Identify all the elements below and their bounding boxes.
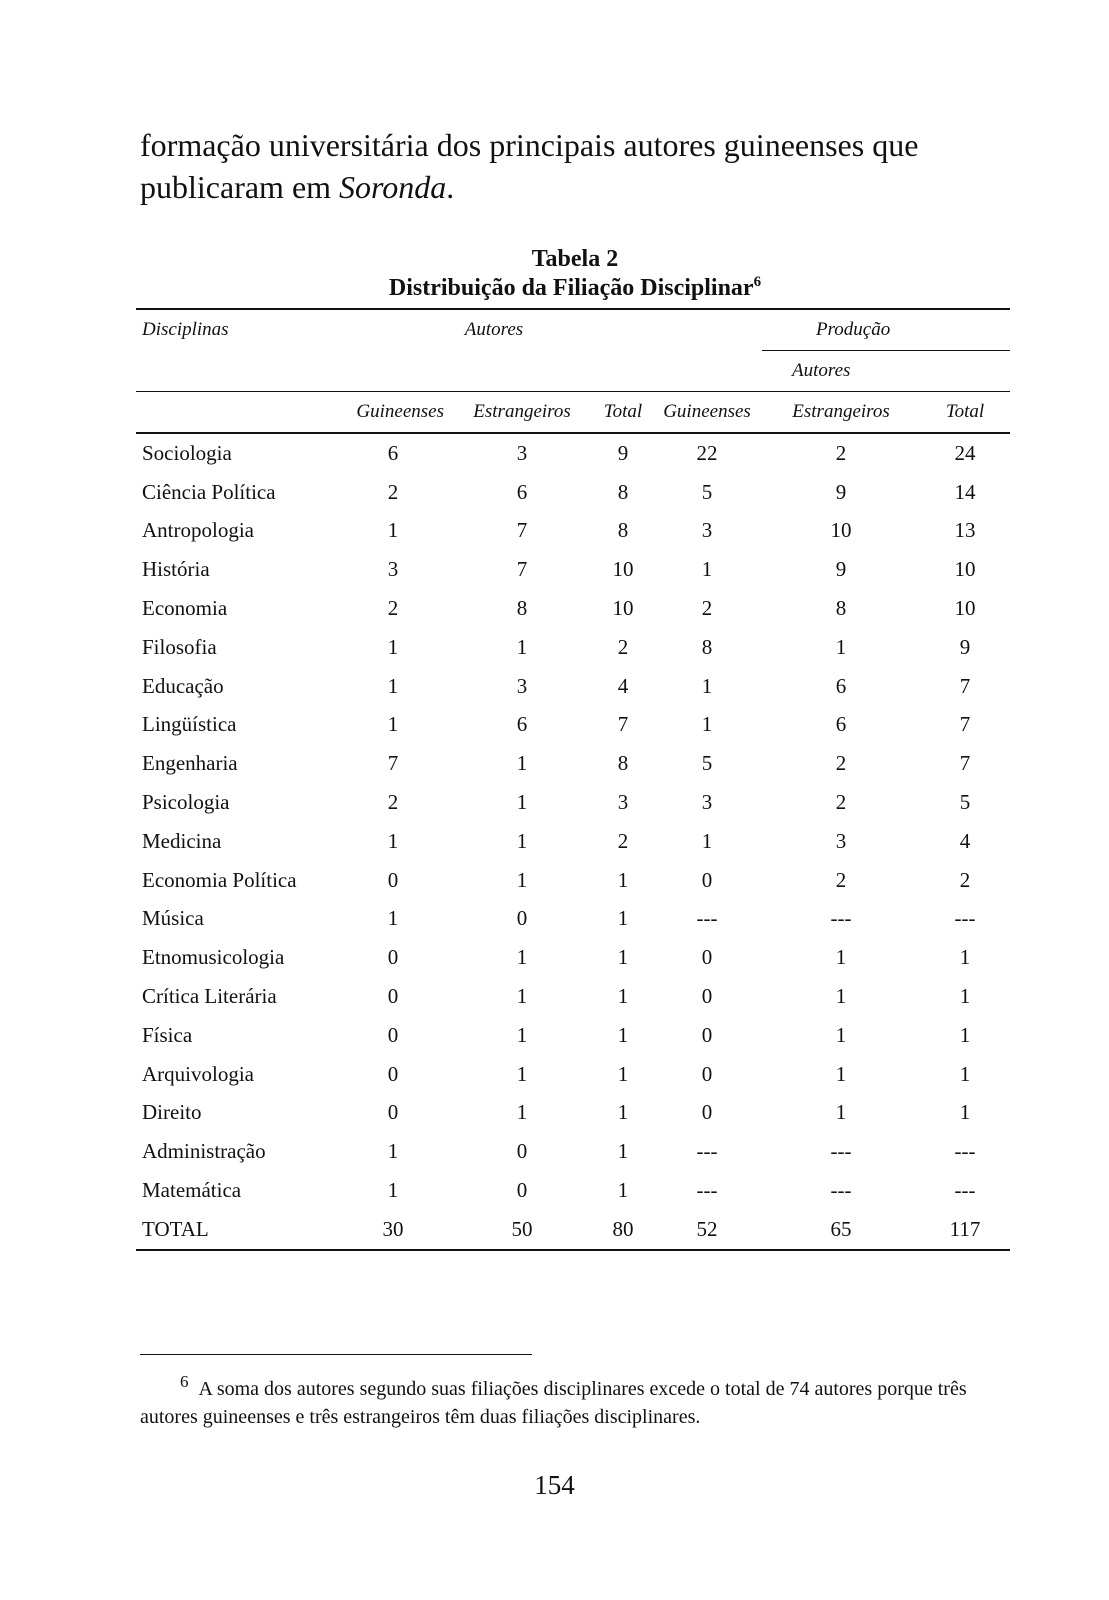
cell-producao-total: 9 [959, 634, 971, 659]
cell-producao-estrangeiros: 2 [835, 440, 847, 465]
table-row [136, 861, 1010, 900]
cell-producao-total-total: 117 [920, 1210, 1010, 1250]
cell-producao-total: 1 [959, 945, 971, 970]
cell-autores-guineenses: 1 [387, 1139, 399, 1164]
cell-producao-total: 24 [954, 440, 976, 465]
cell-autores-guineenses: 6 [387, 440, 399, 465]
cell-autores-estrangeiros: 1 [516, 1100, 528, 1125]
cell-autores-guineenses: 1 [387, 518, 399, 543]
intro-end: . [446, 169, 455, 205]
header-autores: Autores [336, 309, 652, 351]
cell-producao-estrangeiros: --- [830, 1139, 852, 1164]
cell-autores-total: 8 [617, 751, 629, 776]
header-row-columns [136, 392, 1010, 434]
cell-disciplina: Crítica Literária [142, 984, 277, 1009]
cell-disciplina: Música [142, 906, 204, 931]
cell-autores-guineenses: 3 [387, 557, 399, 582]
cell-autores-guineenses: 1 [387, 634, 399, 659]
table-row [136, 667, 1010, 706]
cell-autores-guineenses: 2 [387, 479, 399, 504]
table-row [136, 550, 1010, 589]
intro-italic-title: Soronda [339, 169, 447, 205]
cell-producao-estrangeiros: 1 [835, 1022, 847, 1047]
cell-autores-estrangeiros-total: 50 [450, 1210, 594, 1250]
cell-producao-total: 4 [959, 828, 971, 853]
data-table [136, 308, 1010, 1251]
cell-autores-estrangeiros: 3 [516, 673, 528, 698]
intro-paragraph [140, 124, 1010, 208]
cell-producao-estrangeiros: 10 [830, 518, 852, 543]
cell-autores-estrangeiros: 1 [516, 1061, 528, 1086]
cell-autores-total: 1 [617, 1139, 629, 1164]
cell-autores-total: 1 [617, 984, 629, 1009]
page-number: 154 [534, 1470, 575, 1500]
cell-producao-total: 7 [959, 751, 971, 776]
cell-producao-estrangeiros: 8 [835, 596, 847, 621]
cell-autores-total: 8 [617, 518, 629, 543]
cell-producao-estrangeiros: 1 [835, 1061, 847, 1086]
cell-autores-total: 8 [617, 479, 629, 504]
table-row [136, 977, 1010, 1016]
table-row [136, 1016, 1010, 1055]
table-row [136, 1094, 1010, 1133]
cell-disciplina: História [142, 557, 210, 582]
cell-producao-guineenses: 1 [701, 673, 713, 698]
cell-autores-guineenses: 1 [387, 712, 399, 737]
cell-autores-estrangeiros: 8 [516, 596, 528, 621]
cell-producao-guineenses: 5 [701, 751, 713, 776]
cell-autores-guineenses: 2 [387, 790, 399, 815]
cell-disciplina: Arquivologia [142, 1061, 254, 1086]
cell-producao-total: 2 [959, 867, 971, 892]
cell-producao-total: 5 [959, 790, 971, 815]
table-row [136, 1171, 1010, 1210]
cell-producao-total: 7 [959, 673, 971, 698]
cell-producao-estrangeiros: 6 [835, 673, 847, 698]
cell-producao-guineenses: --- [696, 906, 718, 931]
cell-autores-estrangeiros: 1 [516, 867, 528, 892]
cell-autores-total: 1 [617, 1061, 629, 1086]
cell-producao-total: 7 [959, 712, 971, 737]
table-row [136, 512, 1010, 551]
footnote-divider [140, 1354, 532, 1355]
cell-autores-total: 4 [617, 673, 629, 698]
cell-autores-total-total: 80 [594, 1210, 652, 1250]
table-row [136, 1132, 1010, 1171]
header-row-groups [136, 309, 1010, 351]
cell-autores-guineenses: 0 [387, 1022, 399, 1047]
table-row [136, 938, 1010, 977]
cell-producao-guineenses: 1 [701, 557, 713, 582]
cell-disciplina: Administração [142, 1139, 266, 1164]
cell-producao-estrangeiros: 1 [835, 1100, 847, 1125]
cell-producao-guineenses: 0 [701, 1061, 713, 1086]
table-row [136, 628, 1010, 667]
cell-producao-guineenses: 0 [701, 945, 713, 970]
cell-producao-guineenses: 0 [701, 867, 713, 892]
cell-autores-total: 1 [617, 945, 629, 970]
cell-disciplina-total: TOTAL [136, 1210, 336, 1250]
header-producao-autores: Autores [792, 360, 851, 381]
table-subtitle-footnote-ref: 6 [753, 274, 762, 290]
cell-producao-total: --- [954, 1178, 976, 1203]
cell-producao-guineenses: 0 [701, 1022, 713, 1047]
cell-autores-estrangeiros: 1 [516, 634, 528, 659]
cell-producao-total: 10 [954, 557, 976, 582]
table-title: Tabela 2 [531, 246, 619, 272]
cell-autores-estrangeiros: 7 [516, 518, 528, 543]
table-row [136, 473, 1010, 512]
data-table-wrapper [136, 308, 1010, 1251]
cell-producao-total: --- [954, 1139, 976, 1164]
cell-producao-guineenses: 3 [701, 790, 713, 815]
cell-autores-total: 2 [617, 828, 629, 853]
table-row [136, 433, 1010, 473]
cell-autores-total: 2 [617, 634, 629, 659]
header-autores-estrangeiros: Estrangeiros [450, 392, 594, 434]
header-producao-total: Total [920, 392, 1010, 434]
table-subtitle [140, 274, 1010, 302]
header-producao-guineenses: Guineenses [652, 392, 762, 434]
cell-autores-total: 3 [617, 790, 629, 815]
cell-producao-estrangeiros: 2 [835, 790, 847, 815]
header-autores-guineenses: Guineenses [336, 392, 450, 434]
cell-producao-estrangeiros: 1 [835, 984, 847, 1009]
header-producao: Produção [762, 309, 1010, 351]
cell-producao-estrangeiros: --- [830, 906, 852, 931]
cell-autores-total: 9 [617, 440, 629, 465]
header-autores-total: Total [594, 392, 652, 434]
cell-disciplina: Filosofia [142, 634, 217, 659]
intro-text: formação universitária dos principais autores guineenses que publicaram em [140, 127, 919, 205]
table-row [136, 783, 1010, 822]
cell-autores-estrangeiros: 1 [516, 945, 528, 970]
cell-disciplina: Engenharia [142, 751, 238, 776]
table-subtitle-text: Distribuição da Filiação Disciplinar [388, 275, 754, 301]
cell-producao-estrangeiros: 9 [835, 479, 847, 504]
cell-producao-guineenses: --- [696, 1139, 718, 1164]
cell-autores-guineenses-total: 30 [336, 1210, 450, 1250]
cell-autores-guineenses: 7 [387, 751, 399, 776]
cell-autores-estrangeiros: 7 [516, 557, 528, 582]
cell-producao-estrangeiros: 9 [835, 557, 847, 582]
cell-autores-total: 1 [617, 906, 629, 931]
header-row-producao-sub [136, 351, 1010, 392]
cell-producao-guineenses: 1 [701, 712, 713, 737]
cell-producao-guineenses: 0 [701, 984, 713, 1009]
cell-producao-total: 1 [959, 1022, 971, 1047]
cell-autores-total: 1 [617, 1178, 629, 1203]
cell-producao-guineenses: 2 [701, 596, 713, 621]
table-total-row [136, 1210, 1010, 1250]
cell-autores-estrangeiros: 1 [516, 751, 528, 776]
cell-disciplina: Direito [142, 1100, 202, 1125]
cell-producao-estrangeiros: 2 [835, 751, 847, 776]
cell-producao-total: --- [954, 906, 976, 931]
cell-autores-guineenses: 0 [387, 1100, 399, 1125]
cell-disciplina: Psicologia [142, 790, 230, 815]
cell-autores-estrangeiros: 0 [516, 1139, 528, 1164]
cell-autores-total: 1 [617, 1022, 629, 1047]
cell-disciplina: Etnomusicologia [142, 945, 285, 970]
cell-producao-total: 1 [959, 1061, 971, 1086]
cell-producao-total: 1 [959, 984, 971, 1009]
cell-producao-guineenses-total: 52 [652, 1210, 762, 1250]
cell-producao-estrangeiros: --- [830, 1178, 852, 1203]
footnote [140, 1368, 992, 1431]
cell-autores-guineenses: 2 [387, 596, 399, 621]
table-row [136, 900, 1010, 939]
cell-disciplina: Sociologia [142, 440, 232, 465]
table-row [136, 744, 1010, 783]
cell-autores-estrangeiros: 0 [516, 906, 528, 931]
cell-autores-estrangeiros: 1 [516, 790, 528, 815]
cell-disciplina: Antropologia [142, 518, 254, 543]
table-row [136, 706, 1010, 745]
header-producao-estrangeiros: Estrangeiros [762, 392, 920, 434]
cell-autores-total: 10 [612, 596, 634, 621]
cell-autores-estrangeiros: 1 [516, 984, 528, 1009]
cell-disciplina: Economia [142, 596, 228, 621]
cell-producao-estrangeiros: 2 [835, 867, 847, 892]
cell-producao-total: 13 [954, 518, 976, 543]
cell-autores-guineenses: 0 [387, 867, 399, 892]
cell-producao-guineenses: 1 [701, 828, 713, 853]
cell-disciplina: Educação [142, 673, 224, 698]
table-row [136, 822, 1010, 861]
cell-producao-guineenses: 22 [696, 440, 718, 465]
cell-producao-estrangeiros: 1 [835, 945, 847, 970]
cell-producao-estrangeiros-total: 65 [762, 1210, 920, 1250]
cell-disciplina: Matemática [142, 1178, 242, 1203]
cell-autores-guineenses: 0 [387, 945, 399, 970]
cell-producao-guineenses: 0 [701, 1100, 713, 1125]
cell-autores-estrangeiros: 3 [516, 440, 528, 465]
cell-producao-estrangeiros: 6 [835, 712, 847, 737]
footnote-number: 6 [180, 1372, 189, 1391]
cell-producao-guineenses: 3 [701, 518, 713, 543]
cell-producao-guineenses: 8 [701, 634, 713, 659]
cell-disciplina: Medicina [142, 828, 222, 853]
cell-producao-estrangeiros: 1 [835, 634, 847, 659]
cell-autores-total: 1 [617, 1100, 629, 1125]
cell-producao-total: 1 [959, 1100, 971, 1125]
cell-autores-total: 10 [612, 557, 634, 582]
cell-producao-estrangeiros: 3 [835, 828, 847, 853]
cell-autores-total: 1 [617, 867, 629, 892]
cell-autores-total: 7 [617, 712, 629, 737]
cell-autores-estrangeiros: 6 [516, 479, 528, 504]
table-row [136, 1055, 1010, 1094]
cell-autores-estrangeiros: 1 [516, 828, 528, 853]
cell-autores-estrangeiros: 6 [516, 712, 528, 737]
cell-disciplina: Lingüística [142, 712, 237, 737]
cell-autores-guineenses: 1 [387, 1178, 399, 1203]
cell-autores-guineenses: 0 [387, 984, 399, 1009]
cell-disciplina: Física [142, 1022, 193, 1047]
cell-disciplina: Ciência Política [142, 479, 276, 504]
cell-autores-guineenses: 0 [387, 1061, 399, 1086]
header-disciplinas: Disciplinas [136, 309, 336, 351]
cell-producao-guineenses: 5 [701, 479, 713, 504]
footnote-text: A soma dos autores segundo suas filiações disciplinares excede o total de 74 autores porque três autores guineenses e três estrangeiros têm duas filiações disciplinares. [140, 1378, 967, 1428]
cell-producao-total: 10 [954, 596, 976, 621]
cell-autores-estrangeiros: 1 [516, 1022, 528, 1047]
cell-autores-guineenses: 1 [387, 906, 399, 931]
table-row [136, 589, 1010, 628]
cell-autores-guineenses: 1 [387, 828, 399, 853]
cell-producao-guineenses: --- [696, 1178, 718, 1203]
cell-autores-guineenses: 1 [387, 673, 399, 698]
cell-producao-total: 14 [954, 479, 976, 504]
cell-disciplina: Economia Política [142, 867, 297, 892]
cell-autores-estrangeiros: 0 [516, 1178, 528, 1203]
